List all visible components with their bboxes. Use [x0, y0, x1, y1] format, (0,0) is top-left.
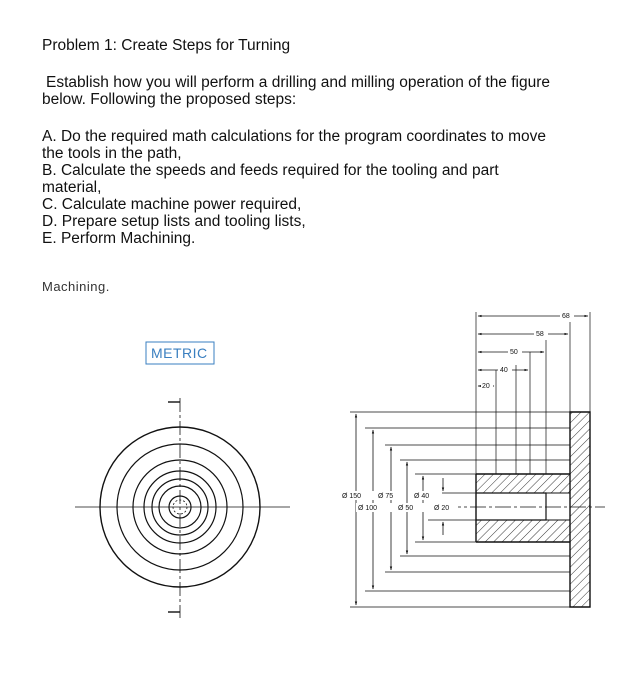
dim-d40: Ø 40 [414, 493, 430, 500]
dim-d50: Ø 50 [398, 505, 414, 512]
flange-hatch [546, 412, 590, 607]
technical-drawing [0, 290, 641, 630]
step-b-line-2: material, [42, 179, 102, 196]
dim-d150: Ø 150 [342, 493, 362, 500]
intro-line-2: below. Following the proposed steps: [42, 91, 297, 108]
steps-list [42, 128, 602, 247]
step-c: C. Calculate machine power required, [42, 196, 302, 213]
step-b-line-1: B. Calculate the speeds and feeds required for the tooling and part [42, 162, 499, 179]
metric-label: METRIC [151, 345, 208, 361]
dim-50: 50 [510, 349, 518, 356]
front-view [75, 398, 290, 618]
hub-bottom-hatch [476, 520, 546, 542]
step-a-line-1: A. Do the required math calculations for the program coordinates to move [42, 128, 547, 145]
dim-d100: Ø 100 [358, 505, 378, 512]
horizontal-dimension-lines [478, 316, 588, 386]
problem-title [42, 37, 602, 54]
metric-label-box [146, 342, 214, 364]
intro-line-1: Establish how you will perform a drilling and milling operation of the figure [46, 74, 551, 91]
hub-top-hatch [476, 474, 546, 493]
dim-d20: Ø 20 [434, 505, 450, 512]
step-d: D. Prepare setup lists and tooling lists, [42, 213, 306, 230]
dim-d75: Ø 75 [378, 493, 394, 500]
step-e: E. Perform Machining. [42, 230, 196, 247]
problem-title-text: Problem 1: Create Steps for Turning [42, 37, 291, 54]
extension-lines [350, 312, 590, 607]
cutoff-text: Machining. [42, 279, 110, 294]
dim-40: 40 [500, 367, 508, 374]
dim-20: 20 [482, 383, 490, 390]
dim-58: 58 [536, 331, 544, 338]
bore-outline [476, 493, 546, 520]
intro-paragraph [42, 74, 602, 108]
dim-68: 68 [562, 313, 570, 320]
step-a-line-2: the tools in the path, [42, 145, 182, 162]
section-view [445, 412, 605, 607]
